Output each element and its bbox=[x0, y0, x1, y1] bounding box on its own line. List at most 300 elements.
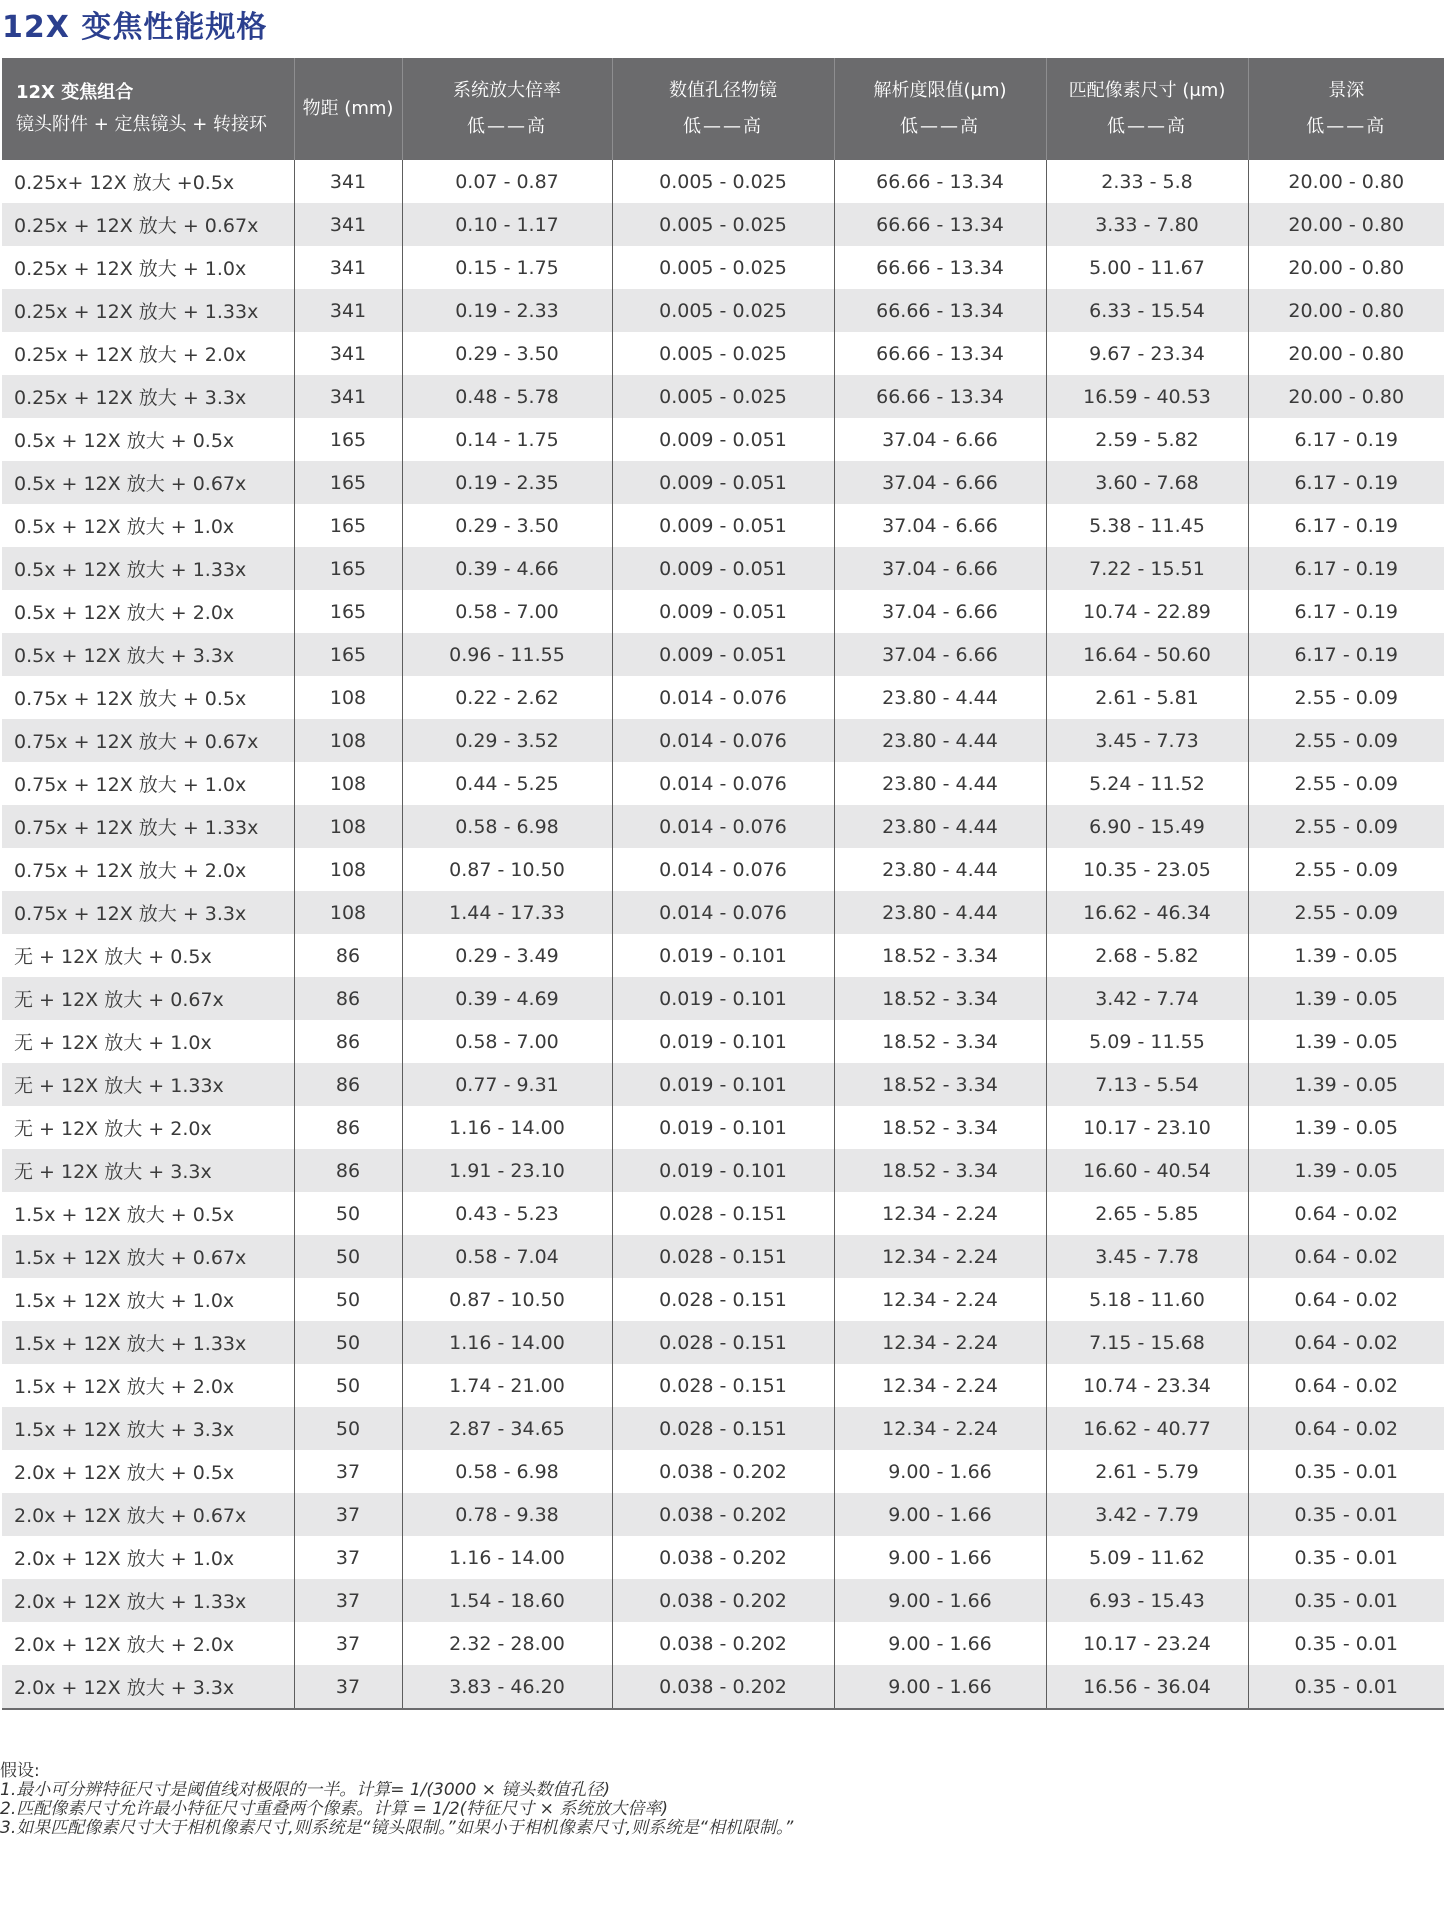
depth-of-field-cell: 0.35 - 0.01 bbox=[1248, 1579, 1444, 1622]
resolution-limit-cell: 66.66 - 13.34 bbox=[834, 160, 1046, 203]
pixel-size-cell: 10.35 - 23.05 bbox=[1046, 848, 1248, 891]
depth-of-field-cell: 1.39 - 0.05 bbox=[1248, 1020, 1444, 1063]
working-distance-cell: 108 bbox=[294, 762, 402, 805]
table-row bbox=[2, 418, 1444, 461]
page-title: 12X 变焦性能规格 bbox=[2, 10, 268, 45]
combo-cell: 2.0x + 12X 放大 + 0.5x bbox=[2, 1450, 294, 1493]
pixel-size-cell: 3.42 - 7.74 bbox=[1046, 977, 1248, 1020]
combo-cell: 1.5x + 12X 放大 + 2.0x bbox=[2, 1364, 294, 1407]
resolution-limit-cell: 66.66 - 13.34 bbox=[834, 246, 1046, 289]
depth-of-field-cell: 0.35 - 0.01 bbox=[1248, 1450, 1444, 1493]
depth-of-field-cell: 20.00 - 0.80 bbox=[1248, 375, 1444, 418]
resolution-limit-cell: 12.34 - 2.24 bbox=[834, 1192, 1046, 1235]
pixel-size-cell: 2.61 - 5.81 bbox=[1046, 676, 1248, 719]
working-distance-cell: 50 bbox=[294, 1321, 402, 1364]
numerical-aperture-cell: 0.019 - 0.101 bbox=[612, 934, 834, 977]
working-distance-cell: 341 bbox=[294, 332, 402, 375]
table-row bbox=[2, 1493, 1444, 1536]
working-distance-cell: 86 bbox=[294, 1149, 402, 1192]
depth-of-field-cell: 20.00 - 0.80 bbox=[1248, 160, 1444, 203]
magnification-cell: 0.39 - 4.66 bbox=[402, 547, 612, 590]
magnification-cell: 0.58 - 6.98 bbox=[402, 805, 612, 848]
resolution-limit-cell: 37.04 - 6.66 bbox=[834, 590, 1046, 633]
combo-cell: 2.0x + 12X 放大 + 3.3x bbox=[2, 1665, 294, 1709]
numerical-aperture-cell: 0.019 - 0.101 bbox=[612, 1106, 834, 1149]
pixel-size-cell: 3.33 - 7.80 bbox=[1046, 203, 1248, 246]
resolution-limit-cell: 18.52 - 3.34 bbox=[834, 977, 1046, 1020]
working-distance-cell: 37 bbox=[294, 1665, 402, 1709]
pixel-size-cell: 10.74 - 23.34 bbox=[1046, 1364, 1248, 1407]
table-row bbox=[2, 1536, 1444, 1579]
pixel-size-cell: 9.67 - 23.34 bbox=[1046, 332, 1248, 375]
header-numerical-aperture-title: 数值孔径物镜 bbox=[669, 80, 777, 101]
working-distance-cell: 165 bbox=[294, 633, 402, 676]
assumption-notes bbox=[0, 1762, 793, 1838]
magnification-cell: 0.87 - 10.50 bbox=[402, 848, 612, 891]
resolution-limit-cell: 9.00 - 1.66 bbox=[834, 1665, 1046, 1709]
magnification-cell: 0.58 - 6.98 bbox=[402, 1450, 612, 1493]
pixel-size-cell: 2.61 - 5.79 bbox=[1046, 1450, 1248, 1493]
working-distance-cell: 86 bbox=[294, 977, 402, 1020]
resolution-limit-cell: 12.34 - 2.24 bbox=[834, 1407, 1046, 1450]
table-row bbox=[2, 1235, 1444, 1278]
magnification-cell: 0.29 - 3.50 bbox=[402, 332, 612, 375]
table-row bbox=[2, 1364, 1444, 1407]
pixel-size-cell: 5.18 - 11.60 bbox=[1046, 1278, 1248, 1321]
table-row bbox=[2, 633, 1444, 676]
pixel-size-cell: 6.93 - 15.43 bbox=[1046, 1579, 1248, 1622]
pixel-size-cell: 7.22 - 15.51 bbox=[1046, 547, 1248, 590]
numerical-aperture-cell: 0.009 - 0.051 bbox=[612, 418, 834, 461]
header-depth-of-field-title: 景深 bbox=[1328, 80, 1365, 101]
combo-cell: 无 + 12X 放大 + 1.0x bbox=[2, 1020, 294, 1063]
depth-of-field-cell: 1.39 - 0.05 bbox=[1248, 1149, 1444, 1192]
table-row bbox=[2, 1063, 1444, 1106]
numerical-aperture-cell: 0.009 - 0.051 bbox=[612, 633, 834, 676]
pixel-size-cell: 3.60 - 7.68 bbox=[1046, 461, 1248, 504]
depth-of-field-cell: 0.64 - 0.02 bbox=[1248, 1235, 1444, 1278]
combo-cell: 0.5x + 12X 放大 + 1.33x bbox=[2, 547, 294, 590]
pixel-size-cell: 5.09 - 11.55 bbox=[1046, 1020, 1248, 1063]
header-resolution-limit-title: 解析度限值(μm) bbox=[873, 80, 1007, 101]
pixel-size-cell: 2.68 - 5.82 bbox=[1046, 934, 1248, 977]
combo-cell: 0.5x + 12X 放大 + 0.67x bbox=[2, 461, 294, 504]
magnification-cell: 0.07 - 0.87 bbox=[402, 160, 612, 203]
magnification-cell: 0.29 - 3.52 bbox=[402, 719, 612, 762]
pixel-size-cell: 16.56 - 36.04 bbox=[1046, 1665, 1248, 1709]
working-distance-cell: 50 bbox=[294, 1278, 402, 1321]
header-combo-sub: 镜头附件 + 定焦镜头 + 转接环 bbox=[16, 114, 268, 135]
numerical-aperture-cell: 0.014 - 0.076 bbox=[612, 848, 834, 891]
pixel-size-cell: 7.15 - 15.68 bbox=[1046, 1321, 1248, 1364]
note-item: 2.匹配像素尺寸允许最小特征尺寸重叠两个像素。计算 = 1/2(特征尺寸 × 系统放大倍率) bbox=[0, 1799, 668, 1819]
notes-label: 假设: bbox=[0, 1761, 40, 1781]
numerical-aperture-cell: 0.009 - 0.051 bbox=[612, 590, 834, 633]
header-depth-of-field-sub: 低——高 bbox=[1306, 116, 1387, 137]
table-row bbox=[2, 934, 1444, 977]
pixel-size-cell: 16.62 - 46.34 bbox=[1046, 891, 1248, 934]
depth-of-field-cell: 1.39 - 0.05 bbox=[1248, 1106, 1444, 1149]
pixel-size-cell: 6.90 - 15.49 bbox=[1046, 805, 1248, 848]
numerical-aperture-cell: 0.014 - 0.076 bbox=[612, 719, 834, 762]
header-depth-of-field bbox=[1248, 58, 1444, 160]
working-distance-cell: 37 bbox=[294, 1493, 402, 1536]
combo-cell: 0.5x + 12X 放大 + 2.0x bbox=[2, 590, 294, 633]
table-row bbox=[2, 504, 1444, 547]
combo-cell: 2.0x + 12X 放大 + 2.0x bbox=[2, 1622, 294, 1665]
depth-of-field-cell: 6.17 - 0.19 bbox=[1248, 461, 1444, 504]
resolution-limit-cell: 9.00 - 1.66 bbox=[834, 1536, 1046, 1579]
working-distance-cell: 341 bbox=[294, 289, 402, 332]
spec-table-body bbox=[2, 160, 1444, 1709]
numerical-aperture-cell: 0.028 - 0.151 bbox=[612, 1278, 834, 1321]
numerical-aperture-cell: 0.019 - 0.101 bbox=[612, 1020, 834, 1063]
header-resolution-limit bbox=[834, 58, 1046, 160]
magnification-cell: 1.16 - 14.00 bbox=[402, 1106, 612, 1149]
depth-of-field-cell: 1.39 - 0.05 bbox=[1248, 1063, 1444, 1106]
working-distance-cell: 86 bbox=[294, 1020, 402, 1063]
combo-cell: 2.0x + 12X 放大 + 1.0x bbox=[2, 1536, 294, 1579]
magnification-cell: 0.58 - 7.00 bbox=[402, 590, 612, 633]
working-distance-cell: 37 bbox=[294, 1622, 402, 1665]
resolution-limit-cell: 12.34 - 2.24 bbox=[834, 1235, 1046, 1278]
combo-cell: 无 + 12X 放大 + 2.0x bbox=[2, 1106, 294, 1149]
table-row bbox=[2, 1579, 1444, 1622]
working-distance-cell: 165 bbox=[294, 418, 402, 461]
resolution-limit-cell: 12.34 - 2.24 bbox=[834, 1321, 1046, 1364]
table-row bbox=[2, 461, 1444, 504]
header-working-distance bbox=[294, 58, 402, 160]
resolution-limit-cell: 66.66 - 13.34 bbox=[834, 375, 1046, 418]
combo-cell: 0.25x + 12X 放大 + 2.0x bbox=[2, 332, 294, 375]
spec-table bbox=[2, 58, 1444, 1710]
working-distance-cell: 50 bbox=[294, 1364, 402, 1407]
pixel-size-cell: 2.65 - 5.85 bbox=[1046, 1192, 1248, 1235]
working-distance-cell: 108 bbox=[294, 805, 402, 848]
working-distance-cell: 108 bbox=[294, 676, 402, 719]
resolution-limit-cell: 9.00 - 1.66 bbox=[834, 1622, 1046, 1665]
resolution-limit-cell: 18.52 - 3.34 bbox=[834, 1063, 1046, 1106]
numerical-aperture-cell: 0.038 - 0.202 bbox=[612, 1536, 834, 1579]
resolution-limit-cell: 9.00 - 1.66 bbox=[834, 1579, 1046, 1622]
magnification-cell: 0.29 - 3.50 bbox=[402, 504, 612, 547]
depth-of-field-cell: 0.64 - 0.02 bbox=[1248, 1192, 1444, 1235]
depth-of-field-cell: 1.39 - 0.05 bbox=[1248, 977, 1444, 1020]
combo-cell: 无 + 12X 放大 + 1.33x bbox=[2, 1063, 294, 1106]
header-combo-title: 12X 变焦组合 bbox=[16, 82, 134, 103]
magnification-cell: 1.74 - 21.00 bbox=[402, 1364, 612, 1407]
numerical-aperture-cell: 0.014 - 0.076 bbox=[612, 676, 834, 719]
numerical-aperture-cell: 0.028 - 0.151 bbox=[612, 1321, 834, 1364]
resolution-limit-cell: 18.52 - 3.34 bbox=[834, 1020, 1046, 1063]
combo-cell: 1.5x + 12X 放大 + 0.5x bbox=[2, 1192, 294, 1235]
pixel-size-cell: 16.60 - 40.54 bbox=[1046, 1149, 1248, 1192]
resolution-limit-cell: 66.66 - 13.34 bbox=[834, 289, 1046, 332]
depth-of-field-cell: 6.17 - 0.19 bbox=[1248, 418, 1444, 461]
numerical-aperture-cell: 0.019 - 0.101 bbox=[612, 977, 834, 1020]
combo-cell: 0.75x + 12X 放大 + 3.3x bbox=[2, 891, 294, 934]
depth-of-field-cell: 6.17 - 0.19 bbox=[1248, 504, 1444, 547]
magnification-cell: 0.48 - 5.78 bbox=[402, 375, 612, 418]
numerical-aperture-cell: 0.038 - 0.202 bbox=[612, 1665, 834, 1709]
magnification-cell: 1.16 - 14.00 bbox=[402, 1321, 612, 1364]
numerical-aperture-cell: 0.014 - 0.076 bbox=[612, 891, 834, 934]
working-distance-cell: 165 bbox=[294, 590, 402, 633]
depth-of-field-cell: 2.55 - 0.09 bbox=[1248, 848, 1444, 891]
header-working-distance-title: 物距 (mm) bbox=[302, 98, 394, 119]
numerical-aperture-cell: 0.009 - 0.051 bbox=[612, 461, 834, 504]
working-distance-cell: 37 bbox=[294, 1579, 402, 1622]
table-row bbox=[2, 1450, 1444, 1493]
resolution-limit-cell: 37.04 - 6.66 bbox=[834, 504, 1046, 547]
working-distance-cell: 165 bbox=[294, 504, 402, 547]
table-row bbox=[2, 676, 1444, 719]
combo-cell: 0.25x + 12X 放大 + 3.3x bbox=[2, 375, 294, 418]
depth-of-field-cell: 2.55 - 0.09 bbox=[1248, 891, 1444, 934]
numerical-aperture-cell: 0.038 - 0.202 bbox=[612, 1579, 834, 1622]
header-numerical-aperture-sub: 低——高 bbox=[683, 116, 763, 137]
pixel-size-cell: 2.33 - 5.8 bbox=[1046, 160, 1248, 203]
combo-cell: 0.5x + 12X 放大 + 0.5x bbox=[2, 418, 294, 461]
resolution-limit-cell: 37.04 - 6.66 bbox=[834, 461, 1046, 504]
magnification-cell: 3.83 - 46.20 bbox=[402, 1665, 612, 1709]
depth-of-field-cell: 0.64 - 0.02 bbox=[1248, 1278, 1444, 1321]
magnification-cell: 0.78 - 9.38 bbox=[402, 1493, 612, 1536]
numerical-aperture-cell: 0.028 - 0.151 bbox=[612, 1364, 834, 1407]
depth-of-field-cell: 20.00 - 0.80 bbox=[1248, 203, 1444, 246]
magnification-cell: 0.43 - 5.23 bbox=[402, 1192, 612, 1235]
depth-of-field-cell: 20.00 - 0.80 bbox=[1248, 332, 1444, 375]
numerical-aperture-cell: 0.014 - 0.076 bbox=[612, 805, 834, 848]
resolution-limit-cell: 37.04 - 6.66 bbox=[834, 633, 1046, 676]
resolution-limit-cell: 12.34 - 2.24 bbox=[834, 1364, 1046, 1407]
numerical-aperture-cell: 0.019 - 0.101 bbox=[612, 1149, 834, 1192]
table-row bbox=[2, 891, 1444, 934]
combo-cell: 2.0x + 12X 放大 + 1.33x bbox=[2, 1579, 294, 1622]
pixel-size-cell: 16.59 - 40.53 bbox=[1046, 375, 1248, 418]
magnification-cell: 0.10 - 1.17 bbox=[402, 203, 612, 246]
resolution-limit-cell: 18.52 - 3.34 bbox=[834, 934, 1046, 977]
pixel-size-cell: 5.00 - 11.67 bbox=[1046, 246, 1248, 289]
table-header-row bbox=[2, 58, 1444, 160]
pixel-size-cell: 3.45 - 7.73 bbox=[1046, 719, 1248, 762]
combo-cell: 0.75x + 12X 放大 + 1.33x bbox=[2, 805, 294, 848]
table-row bbox=[2, 1278, 1444, 1321]
pixel-size-cell: 5.24 - 11.52 bbox=[1046, 762, 1248, 805]
header-numerical-aperture bbox=[612, 58, 834, 160]
combo-cell: 0.75x + 12X 放大 + 1.0x bbox=[2, 762, 294, 805]
working-distance-cell: 165 bbox=[294, 461, 402, 504]
magnification-cell: 0.39 - 4.69 bbox=[402, 977, 612, 1020]
numerical-aperture-cell: 0.014 - 0.076 bbox=[612, 762, 834, 805]
numerical-aperture-cell: 0.038 - 0.202 bbox=[612, 1450, 834, 1493]
combo-cell: 0.25x + 12X 放大 + 1.33x bbox=[2, 289, 294, 332]
numerical-aperture-cell: 0.028 - 0.151 bbox=[612, 1407, 834, 1450]
pixel-size-cell: 16.64 - 50.60 bbox=[1046, 633, 1248, 676]
table-row bbox=[2, 547, 1444, 590]
working-distance-cell: 341 bbox=[294, 203, 402, 246]
table-row bbox=[2, 977, 1444, 1020]
numerical-aperture-cell: 0.005 - 0.025 bbox=[612, 375, 834, 418]
pixel-size-cell: 16.62 - 40.77 bbox=[1046, 1407, 1248, 1450]
magnification-cell: 0.44 - 5.25 bbox=[402, 762, 612, 805]
header-pixel-size bbox=[1046, 58, 1248, 160]
table-row bbox=[2, 1321, 1444, 1364]
pixel-size-cell: 2.59 - 5.82 bbox=[1046, 418, 1248, 461]
magnification-cell: 0.22 - 2.62 bbox=[402, 676, 612, 719]
magnification-cell: 2.32 - 28.00 bbox=[402, 1622, 612, 1665]
table-row bbox=[2, 1106, 1444, 1149]
table-row bbox=[2, 1149, 1444, 1192]
numerical-aperture-cell: 0.019 - 0.101 bbox=[612, 1063, 834, 1106]
resolution-limit-cell: 9.00 - 1.66 bbox=[834, 1450, 1046, 1493]
working-distance-cell: 86 bbox=[294, 1106, 402, 1149]
combo-cell: 0.75x + 12X 放大 + 0.5x bbox=[2, 676, 294, 719]
working-distance-cell: 108 bbox=[294, 848, 402, 891]
depth-of-field-cell: 20.00 - 0.80 bbox=[1248, 246, 1444, 289]
resolution-limit-cell: 37.04 - 6.66 bbox=[834, 547, 1046, 590]
header-combo bbox=[2, 58, 294, 160]
magnification-cell: 1.91 - 23.10 bbox=[402, 1149, 612, 1192]
combo-cell: 1.5x + 12X 放大 + 0.67x bbox=[2, 1235, 294, 1278]
magnification-cell: 0.58 - 7.00 bbox=[402, 1020, 612, 1063]
working-distance-cell: 165 bbox=[294, 547, 402, 590]
resolution-limit-cell: 66.66 - 13.34 bbox=[834, 332, 1046, 375]
table-row bbox=[2, 762, 1444, 805]
combo-cell: 无 + 12X 放大 + 3.3x bbox=[2, 1149, 294, 1192]
combo-cell: 0.75x + 12X 放大 + 0.67x bbox=[2, 719, 294, 762]
numerical-aperture-cell: 0.005 - 0.025 bbox=[612, 289, 834, 332]
combo-cell: 2.0x + 12X 放大 + 0.67x bbox=[2, 1493, 294, 1536]
depth-of-field-cell: 6.17 - 0.19 bbox=[1248, 547, 1444, 590]
depth-of-field-cell: 1.39 - 0.05 bbox=[1248, 934, 1444, 977]
magnification-cell: 1.54 - 18.60 bbox=[402, 1579, 612, 1622]
combo-cell: 0.5x + 12X 放大 + 1.0x bbox=[2, 504, 294, 547]
table-row bbox=[2, 1020, 1444, 1063]
magnification-cell: 0.58 - 7.04 bbox=[402, 1235, 612, 1278]
working-distance-cell: 37 bbox=[294, 1536, 402, 1579]
combo-cell: 0.75x + 12X 放大 + 2.0x bbox=[2, 848, 294, 891]
resolution-limit-cell: 23.80 - 4.44 bbox=[834, 848, 1046, 891]
depth-of-field-cell: 6.17 - 0.19 bbox=[1248, 633, 1444, 676]
table-row bbox=[2, 1665, 1444, 1709]
pixel-size-cell: 5.09 - 11.62 bbox=[1046, 1536, 1248, 1579]
resolution-limit-cell: 23.80 - 4.44 bbox=[834, 805, 1046, 848]
resolution-limit-cell: 23.80 - 4.44 bbox=[834, 719, 1046, 762]
header-resolution-limit-sub: 低——高 bbox=[900, 116, 980, 137]
pixel-size-cell: 6.33 - 15.54 bbox=[1046, 289, 1248, 332]
working-distance-cell: 341 bbox=[294, 160, 402, 203]
header-magnification-sub: 低——高 bbox=[467, 116, 547, 137]
depth-of-field-cell: 0.64 - 0.02 bbox=[1248, 1321, 1444, 1364]
combo-cell: 无 + 12X 放大 + 0.67x bbox=[2, 977, 294, 1020]
magnification-cell: 0.14 - 1.75 bbox=[402, 418, 612, 461]
combo-cell: 无 + 12X 放大 + 0.5x bbox=[2, 934, 294, 977]
table-row bbox=[2, 805, 1444, 848]
combo-cell: 0.25x + 12X 放大 + 0.67x bbox=[2, 203, 294, 246]
table-row bbox=[2, 375, 1444, 418]
resolution-limit-cell: 18.52 - 3.34 bbox=[834, 1106, 1046, 1149]
depth-of-field-cell: 2.55 - 0.09 bbox=[1248, 676, 1444, 719]
numerical-aperture-cell: 0.009 - 0.051 bbox=[612, 547, 834, 590]
resolution-limit-cell: 23.80 - 4.44 bbox=[834, 891, 1046, 934]
depth-of-field-cell: 2.55 - 0.09 bbox=[1248, 719, 1444, 762]
combo-cell: 1.5x + 12X 放大 + 1.33x bbox=[2, 1321, 294, 1364]
pixel-size-cell: 5.38 - 11.45 bbox=[1046, 504, 1248, 547]
header-magnification bbox=[402, 58, 612, 160]
header-pixel-size-title: 匹配像素尺寸 (μm) bbox=[1068, 80, 1226, 101]
magnification-cell: 0.19 - 2.33 bbox=[402, 289, 612, 332]
magnification-cell: 0.29 - 3.49 bbox=[402, 934, 612, 977]
depth-of-field-cell: 6.17 - 0.19 bbox=[1248, 590, 1444, 633]
table-row bbox=[2, 719, 1444, 762]
pixel-size-cell: 10.74 - 22.89 bbox=[1046, 590, 1248, 633]
depth-of-field-cell: 0.35 - 0.01 bbox=[1248, 1622, 1444, 1665]
combo-cell: 0.25x + 12X 放大 + 1.0x bbox=[2, 246, 294, 289]
magnification-cell: 0.19 - 2.35 bbox=[402, 461, 612, 504]
combo-cell: 1.5x + 12X 放大 + 3.3x bbox=[2, 1407, 294, 1450]
working-distance-cell: 86 bbox=[294, 1063, 402, 1106]
combo-cell: 0.5x + 12X 放大 + 3.3x bbox=[2, 633, 294, 676]
table-row bbox=[2, 289, 1444, 332]
pixel-size-cell: 10.17 - 23.10 bbox=[1046, 1106, 1248, 1149]
numerical-aperture-cell: 0.005 - 0.025 bbox=[612, 332, 834, 375]
working-distance-cell: 50 bbox=[294, 1407, 402, 1450]
numerical-aperture-cell: 0.028 - 0.151 bbox=[612, 1192, 834, 1235]
numerical-aperture-cell: 0.005 - 0.025 bbox=[612, 160, 834, 203]
numerical-aperture-cell: 0.005 - 0.025 bbox=[612, 246, 834, 289]
resolution-limit-cell: 66.66 - 13.34 bbox=[834, 203, 1046, 246]
depth-of-field-cell: 0.35 - 0.01 bbox=[1248, 1536, 1444, 1579]
numerical-aperture-cell: 0.038 - 0.202 bbox=[612, 1622, 834, 1665]
combo-cell: 1.5x + 12X 放大 + 1.0x bbox=[2, 1278, 294, 1321]
depth-of-field-cell: 0.64 - 0.02 bbox=[1248, 1364, 1444, 1407]
working-distance-cell: 50 bbox=[294, 1235, 402, 1278]
working-distance-cell: 108 bbox=[294, 891, 402, 934]
magnification-cell: 0.15 - 1.75 bbox=[402, 246, 612, 289]
magnification-cell: 0.96 - 11.55 bbox=[402, 633, 612, 676]
depth-of-field-cell: 0.64 - 0.02 bbox=[1248, 1407, 1444, 1450]
magnification-cell: 0.87 - 10.50 bbox=[402, 1278, 612, 1321]
table-row bbox=[2, 848, 1444, 891]
note-item: 3.如果匹配像素尺寸大于相机像素尺寸,则系统是“镜头限制。”如果小于相机像素尺寸,则系统是“相机限制。” bbox=[0, 1818, 794, 1838]
numerical-aperture-cell: 0.009 - 0.051 bbox=[612, 504, 834, 547]
table-row bbox=[2, 160, 1444, 203]
depth-of-field-cell: 0.35 - 0.01 bbox=[1248, 1493, 1444, 1536]
working-distance-cell: 86 bbox=[294, 934, 402, 977]
magnification-cell: 0.77 - 9.31 bbox=[402, 1063, 612, 1106]
resolution-limit-cell: 23.80 - 4.44 bbox=[834, 676, 1046, 719]
numerical-aperture-cell: 0.028 - 0.151 bbox=[612, 1235, 834, 1278]
table-row bbox=[2, 332, 1444, 375]
depth-of-field-cell: 2.55 - 0.09 bbox=[1248, 762, 1444, 805]
working-distance-cell: 50 bbox=[294, 1192, 402, 1235]
table-row bbox=[2, 1407, 1444, 1450]
depth-of-field-cell: 0.35 - 0.01 bbox=[1248, 1665, 1444, 1709]
working-distance-cell: 341 bbox=[294, 246, 402, 289]
numerical-aperture-cell: 0.005 - 0.025 bbox=[612, 203, 834, 246]
working-distance-cell: 37 bbox=[294, 1450, 402, 1493]
resolution-limit-cell: 9.00 - 1.66 bbox=[834, 1493, 1046, 1536]
depth-of-field-cell: 2.55 - 0.09 bbox=[1248, 805, 1444, 848]
table-row bbox=[2, 1622, 1444, 1665]
pixel-size-cell: 10.17 - 23.24 bbox=[1046, 1622, 1248, 1665]
magnification-cell: 2.87 - 34.65 bbox=[402, 1407, 612, 1450]
depth-of-field-cell: 20.00 - 0.80 bbox=[1248, 289, 1444, 332]
resolution-limit-cell: 12.34 - 2.24 bbox=[834, 1278, 1046, 1321]
resolution-limit-cell: 37.04 - 6.66 bbox=[834, 418, 1046, 461]
magnification-cell: 1.44 - 17.33 bbox=[402, 891, 612, 934]
